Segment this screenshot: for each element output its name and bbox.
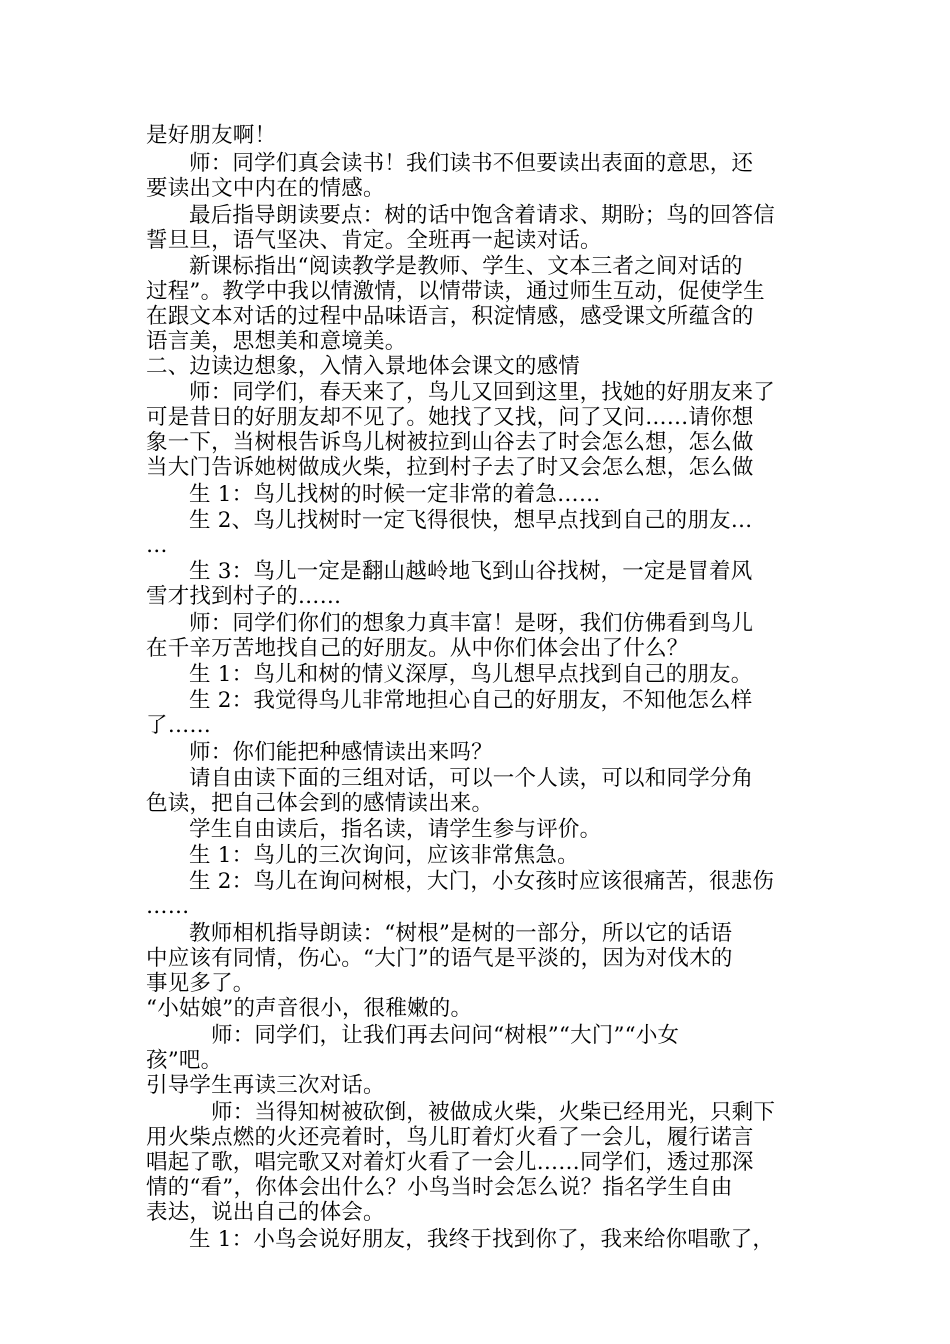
text-line: 生 2：鸟儿在询问树根，大门，小女孩时应该很痛苦，很悲伤 [189,869,775,894]
text-line: 学生自由读后，指名读，请学生参与评价。 [189,817,602,842]
text-line: 当大门告诉她树做成火柴，拉到村子去了时又会怎么想，怎么做 [146,455,754,480]
text-line: 是好朋友啊！ [146,123,277,148]
text-line: … [146,533,168,558]
text-line: 色读，把自己体会到的感情读出来。 [146,791,494,816]
text-line: 情的“看”，你体会出什么？小鸟当时会怎么说？指名学生自由 [146,1175,733,1200]
text-line: 最后指导朗读要点：树的话中饱含着请求、期盼；鸟的回答信 [189,203,775,228]
text-line: 师：同学们真会读书！我们读书不但要读出表面的意思，还 [189,151,754,176]
text-line: 要读出文中内在的情感。 [146,176,385,201]
text-line: 孩”吧。 [146,1048,223,1073]
text-line: 请自由读下面的三组对话，可以一个人读，可以和同学分角 [189,766,754,791]
text-line: 生 3：鸟儿一定是翻山越岭地飞到山谷找树，一定是冒着风 [189,559,753,584]
text-line: 师：同学们，春天来了，鸟儿又回到这里，找她的好朋友来了 [189,380,775,405]
text-line: 生 1：小鸟会说好朋友，我终于找到你了，我来给你唱歌了， [189,1227,775,1252]
text-line: 在千辛万苦地找自己的好朋友。从中你们体会出了什么？ [146,636,689,661]
text-line: 师：同学们你们的想象力真丰富！是呀，我们仿佛看到鸟儿 [189,611,754,636]
text-line: 事见多了。 [146,971,255,996]
text-line: 在跟文本对话的过程中品味语言，积淀情感，感受课文所蕴含的 [146,304,754,329]
text-line: 过程”。教学中我以情激情，以情带读，通过师生互动，促使学生 [146,279,765,304]
text-line: 誓旦旦，语气坚决、肯定。全班再一起读对话。 [146,228,602,253]
text-line: 用火柴点燃的火还亮着时，鸟儿盯着灯火看了一会儿，履行诺言 [146,1125,754,1150]
text-line: 象一下，当树根告诉鸟儿树被拉到山谷去了时会怎么想，怎么做 [146,430,754,455]
text-line: …… [146,894,190,919]
text-line: 中应该有同情，伤心。“大门”的语气是平淡的，因为对伐木的 [146,946,733,971]
text-line: 师：你们能把种感情读出来吗？ [189,740,493,765]
text-line: 可是昔日的好朋友却不见了。她找了又找，问了又问……请你想 [146,405,754,430]
text-line: 生 2、鸟儿找树时一定飞得很快，想早点找到自己的朋友… [189,508,753,533]
text-line: 生 1：鸟儿和树的情义深厚，鸟儿想早点找到自己的朋友。 [189,662,753,687]
section-heading: 二、边读边想象，入情入景地体会课文的感情 [146,354,581,379]
text-line: 生 2：我觉得鸟儿非常地担心自己的好朋友，不知他怎么样 [189,688,753,713]
text-line: 引导学生再读三次对话。 [146,1073,385,1098]
text-line: 师：同学们，让我们再去问问“树根”“大门”“小女 [211,1023,680,1048]
text-line: 师：当得知树被砍倒，被做成火柴，火柴已经用光，只剩下 [211,1100,776,1125]
text-line: 了…… [146,713,212,738]
text-line: 生 1：鸟儿找树的时候一定非常的着急…… [189,482,601,507]
text-line: 生 1：鸟儿的三次询问，应该非常焦急。 [189,843,579,868]
text-line: 教师相机指导朗读：“树根”是树的一部分，所以它的话语 [189,921,733,946]
text-line: 表达，说出自己的体会。 [146,1200,385,1225]
text-line: “小姑娘”的声音很小，很稚嫩的。 [146,996,473,1021]
text-line: 唱起了歌，唱完歌又对着灯火看了一会儿……同学们，透过那深 [146,1150,754,1175]
text-line: 新课标指出“阅读教学是教师、学生、文本三者之间对话的 [189,254,743,279]
text-line: 雪才找到村子的…… [146,584,342,609]
text-line: 语言美，思想美和意境美。 [146,329,407,354]
